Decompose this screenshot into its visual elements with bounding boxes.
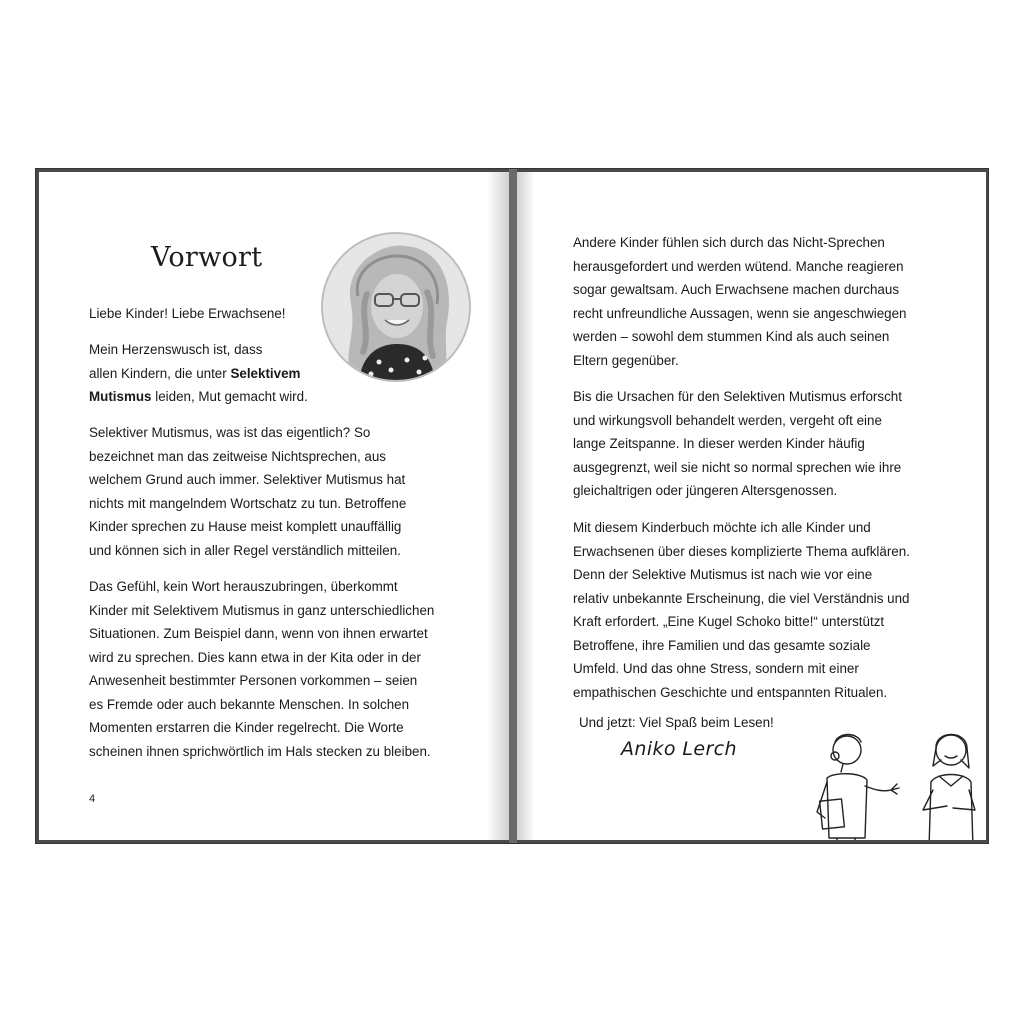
text-line: und können sich in aller Regel verständlich mitteilen.: [89, 542, 401, 558]
text-line: Bis die Ursachen für den Selektiven Mutismus erforscht: [573, 389, 902, 404]
text-line: werden – sowohl dem stummen Kind als auch seinen: [573, 329, 890, 344]
page-title: Vorwort: [151, 242, 263, 273]
paragraph-definition: [89, 421, 406, 562]
text-line: Momenten erstarren die Kinder regelrecht. Die Worte: [89, 720, 404, 735]
text-line: leiden, Mut gemacht wird.: [151, 389, 308, 404]
gutter-shadow: [487, 172, 509, 840]
text-line: und wirkungsvoll behandelt werden, vergeht oft eine: [573, 412, 882, 428]
text-line: Kinder mit Selektivem Mutismus in ganz unterschiedlichen: [89, 602, 435, 618]
text-line: Selektiver Mutismus, was ist das eigentlich? So: [89, 425, 371, 440]
text-line: recht unfreundliche Aussagen, wenn sie angeschwiegen: [573, 305, 907, 321]
bold-term: Selektivem: [230, 365, 301, 381]
paragraph-feeling: [89, 575, 434, 763]
text-line: nichts mit mangelndem Wortschatz zu tun. Betroffene: [89, 495, 407, 511]
paragraph-causes: [573, 385, 902, 503]
right-page: [517, 172, 986, 840]
text-line: Anwesenheit bestimmter Personen vorkommen – seien: [89, 673, 418, 688]
open-book: [35, 168, 989, 844]
text-line: lange Zeitspanne. In dieser werden Kinder häufig: [573, 436, 865, 451]
bold-term: Mutismus: [89, 389, 152, 404]
paragraph-book-purpose: [573, 516, 910, 704]
text-line: gleichaltrigen oder jüngeren Altersgenossen.: [573, 483, 838, 498]
text-line: sogar gewaltsam. Auch Erwachsene machen durchaus: [573, 282, 900, 297]
author-signature: Aniko Lerch: [621, 738, 737, 760]
paragraph-reactions: [573, 231, 907, 372]
text-line: Kinder sprechen zu Hause meist komplett unauffällig: [89, 519, 402, 534]
text-line: Umfeld. Und das ohne Stress, sondern mit einer: [573, 661, 859, 676]
text-line: Betroffene, ihre Familien und das gesamte soziale: [573, 637, 871, 653]
text-line: Mein Herzenswusch ist, dass: [89, 342, 263, 357]
text-line: herausgefordert und werden wütend. Manche reagieren: [573, 258, 904, 274]
text-line: empathischen Geschichte und entspannten Ritualen.: [573, 684, 888, 700]
text-line: Andere Kinder fühlen sich durch das Nicht-Sprechen: [573, 235, 885, 250]
text-line: scheinen ihnen sprichwörtlich im Hals stecken zu bleiben.: [89, 743, 431, 759]
text-line: Eltern gegenüber.: [573, 352, 679, 368]
kids-illustration-icon: [799, 720, 986, 840]
closing-line: Und jetzt: Viel Spaß beim Lesen!: [579, 715, 774, 730]
text-line: wird zu sprechen. Dies kann etwa in der Kita oder in der: [89, 649, 421, 665]
text-line: Denn der Selektive Mutismus ist nach wie vor eine: [573, 567, 873, 582]
text-line: welchem Grund auch immer. Selektiver Mutismus hat: [89, 472, 406, 487]
text-line: Kraft erfordert. „Eine Kugel Schoko bitte!“ unterstützt: [573, 614, 885, 629]
text-line: es Fremde oder auch bekannte Menschen. In solchen: [89, 696, 410, 712]
text-line: allen Kindern, die unter: [89, 365, 231, 381]
gutter-shadow: [517, 172, 535, 840]
text-line: Das Gefühl, kein Wort herauszubringen, überkommt: [89, 579, 398, 594]
left-page: [39, 172, 509, 840]
book-spine: [509, 169, 517, 843]
text-line: relativ unbekannte Erscheinung, die viel Verständnis und: [573, 590, 910, 606]
page-number: 4: [89, 793, 96, 805]
text-line: Situationen. Zum Beispiel dann, wenn von ihnen erwartet: [89, 626, 428, 641]
author-portrait-icon: [323, 234, 469, 380]
greeting-text: Liebe Kinder! Liebe Erwachsene!: [89, 306, 286, 321]
paragraph-wish: [89, 338, 308, 409]
text-line: Mit diesem Kinderbuch möchte ich alle Kinder und: [573, 520, 871, 535]
text-line: bezeichnet man das zeitweise Nichtsprechen, aus: [89, 448, 386, 464]
text-line: ausgegrenzt, weil sie nicht so normal sprechen wie ihre: [573, 459, 902, 475]
text-line: Erwachsenen über dieses komplizierte Thema aufklären.: [573, 543, 910, 559]
author-photo: [321, 232, 471, 382]
